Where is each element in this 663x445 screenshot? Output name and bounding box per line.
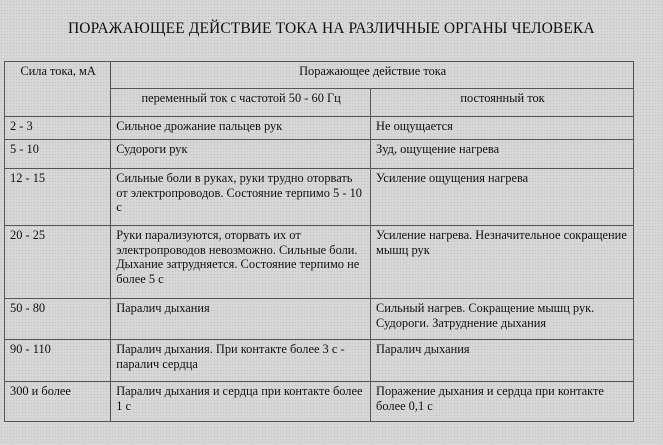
cell-dc: Сильный нагрев. Сокращение мышц рук. Судороги. Затруднение дыхания [371, 299, 634, 340]
table-row [5, 117, 634, 140]
cell-ac: Паралич дыхания и сердца при контакте более 1 с [111, 382, 371, 422]
cell-current: 5 - 10 [5, 140, 111, 169]
cell-dc: Не ощущается [371, 117, 634, 140]
header-ac: переменный ток с частотой 50 - 60 Гц [111, 89, 371, 117]
cell-ac: Паралич дыхания. При контакте более 3 с - паралич сердца [111, 340, 371, 382]
header-current: Сила тока, мА [5, 62, 111, 117]
cell-dc: Паралич дыхания [371, 340, 634, 382]
cell-current: 12 - 15 [5, 169, 111, 226]
cell-dc: Зуд, ощущение нагрева [371, 140, 634, 169]
table-row [5, 382, 634, 422]
cell-dc: Поражение дыхания и сердца при контакте более 0,1 с [371, 382, 634, 422]
table-row [5, 299, 634, 340]
cell-dc: Усиление нагрева. Незначительное сокращение мышц рук [371, 226, 634, 299]
current-effects-table [4, 61, 634, 422]
page-title: ПОРАЖАЮЩЕЕ ДЕЙСТВИЕ ТОКА НА РАЗЛИЧНЫЕ ОРГАНЫ ЧЕЛОВЕКА [68, 20, 595, 37]
table-row [5, 340, 634, 382]
cell-current: 300 и более [5, 382, 111, 422]
cell-current: 90 - 110 [5, 340, 111, 382]
header-row [5, 62, 634, 89]
cell-ac: Сильные боли в руках, руки трудно оторвать от электропроводов. Состояние терпимо 5 - 10 с [111, 169, 371, 226]
cell-current: 2 - 3 [5, 117, 111, 140]
cell-ac: Руки парализуются, оторвать их от электропроводов невозможно. Сильные боли. Дыхание затрудняется. Состояние терпимо не более 5 с [111, 226, 371, 299]
cell-current: 20 - 25 [5, 226, 111, 299]
cell-current: 50 - 80 [5, 299, 111, 340]
header-effect: Поражающее действие тока [111, 62, 634, 89]
cell-ac: Паралич дыхания [111, 299, 371, 340]
table-row [5, 226, 634, 299]
table-row [5, 169, 634, 226]
header-dc: постоянный ток [371, 89, 634, 117]
cell-ac: Судороги рук [111, 140, 371, 169]
table-row [5, 140, 634, 169]
cell-ac: Сильное дрожание пальцев рук [111, 117, 371, 140]
cell-dc: Усиление ощущения нагрева [371, 169, 634, 226]
